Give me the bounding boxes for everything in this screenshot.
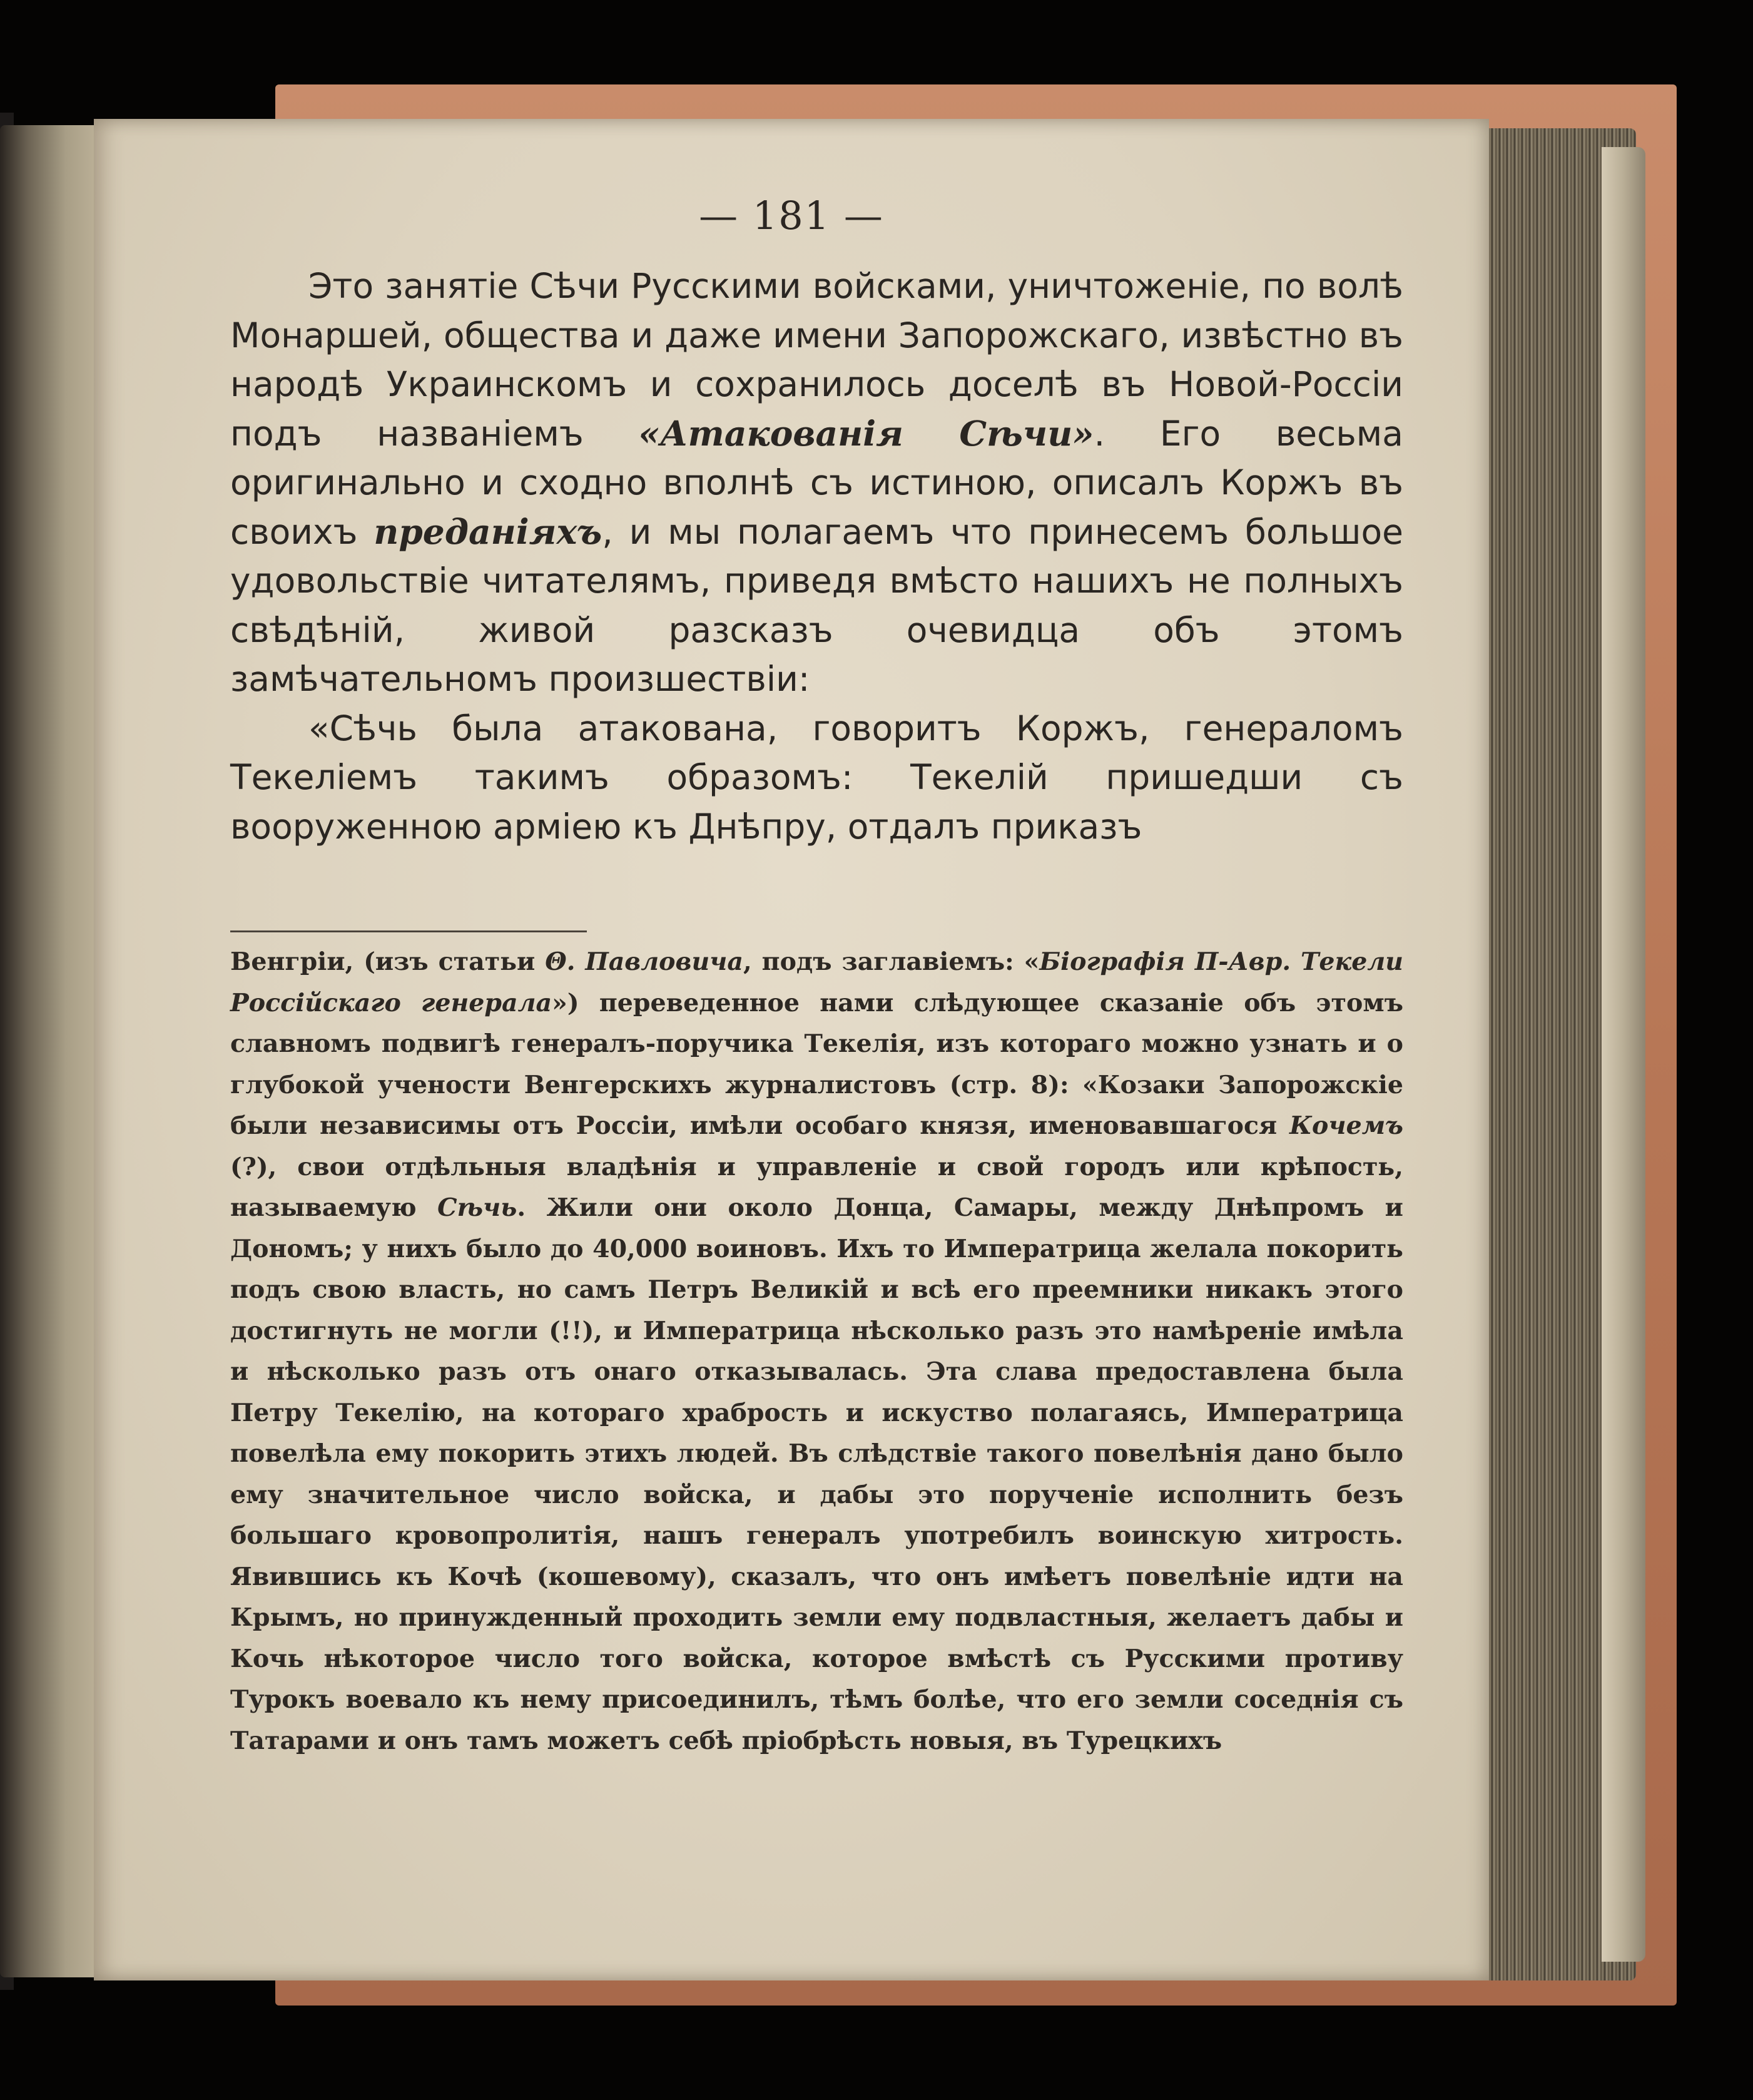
page-block-edge-light — [1602, 147, 1645, 1962]
footnote-italic-title: Біографія П-Авр. Текели Россійскаго генерала — [230, 947, 1404, 1017]
paragraph-1 — [230, 262, 1403, 704]
paragraph-1-text-c: , и мы полагаемъ что принесемъ большое удовольствіе читателямъ, приведя вмѣсто нашихъ не полныхъ свѣдѣній, живой разсказъ очевидца объ этомъ замѣчательномъ произшествіи: — [230, 511, 1403, 699]
footnote-text-c: ») переведенное нами слѣдующее сказаніе объ этомъ славномъ подвигѣ генералъ-поручика Текелія, изъ котораго можно узнать и о глубокой учености Венгерскихъ журналистовъ (стр. 8): «Козаки Запорожскіе были независимы отъ Россіи, имѣли особаго князя, именовавшагося — [230, 988, 1403, 1140]
footnote-text-b: , подъ заглавіемъ: « — [743, 947, 1040, 976]
footnote-italic-koch: Кочемъ — [1289, 1111, 1403, 1140]
paragraph-1-text-a: Это занятіе Сѣчи Русскими войсками, уничтоженіе, по волѣ Монаршей, общества и даже имени Запорожскаго, извѣстно въ народѣ Украинскомъ и сохранилось доселѣ въ Новой-Россіи подъ названіемъ — [230, 266, 1403, 454]
footnote-italic-sech: Сѣчь — [437, 1193, 517, 1222]
page-number: — 181 — — [699, 193, 884, 238]
footnote-text-d: (?), свои отдѣльныя владѣнія и управленіе и свой городъ или крѣпость, называемую — [230, 1152, 1403, 1222]
footnote-text-a: Венгріи, (изъ статьи — [230, 947, 546, 976]
paragraph-2: «Сѣчь была атакована, говоритъ Коржъ, генераломъ Текеліемъ такимъ образомъ: Текелій пришедши съ вооруженною арміею къ Днѣпру, отдалъ приказъ — [230, 708, 1403, 847]
footnote-italic-author: Θ. Павловича — [545, 947, 743, 976]
footnote-text-e: . Жили они около Донца, Самары, между Днѣпромъ и Дономъ; у нихъ было до 40,000 воиновъ. Ихъ то Императрица желала покорить подъ свою власть, но самъ Петръ Великій и всѣ его преемники никакъ этого достигнуть не могли (!!), и Императрица нѣсколько разъ это намѣреніе имѣла и нѣсколько разъ отъ онаго отказывалась. Эта слава предоставлена была Петру Текелію, на котораго храбрость и искуство полагаясь, Императрица повелѣла ему покорить этихъ людей. Въ слѣдствіе такого повелѣнія дано было ему значительное число войска, и дабы это порученіе исполнить безъ большаго кровопролитія, нашъ генералъ употребилъ воинскую хитрость. Явившись къ Кочѣ (кошевому), сказалъ, что онъ имѣетъ повелѣніе идти на Крымъ, но принужденный проходить земли ему подвластныя, желаетъ дабы и Кочь нѣкоторое число того войска, которое вмѣстѣ съ Русскими противу Турокъ воевало къ нему присоединилъ, тѣмъ болѣе, что его земли соседнія съ Татарами и онъ тамъ можетъ себѣ пріобрѣсть новыя, въ Турецкихъ — [230, 1193, 1403, 1755]
footnote-rule — [230, 930, 587, 932]
main-text — [230, 262, 1403, 851]
paragraph-1-italic-title: «Атакованія Сѣчи» — [638, 412, 1094, 454]
paragraph-1-text-b: . Его весьма оригинально и сходно вполнѣ съ истиною, описалъ Коржъ въ своихъ — [230, 413, 1403, 552]
paragraph-1-italic-word: преданіяхъ — [373, 511, 602, 552]
previous-page-edge — [0, 125, 109, 1977]
book-page — [94, 119, 1489, 1980]
footnote — [230, 942, 1403, 1761]
